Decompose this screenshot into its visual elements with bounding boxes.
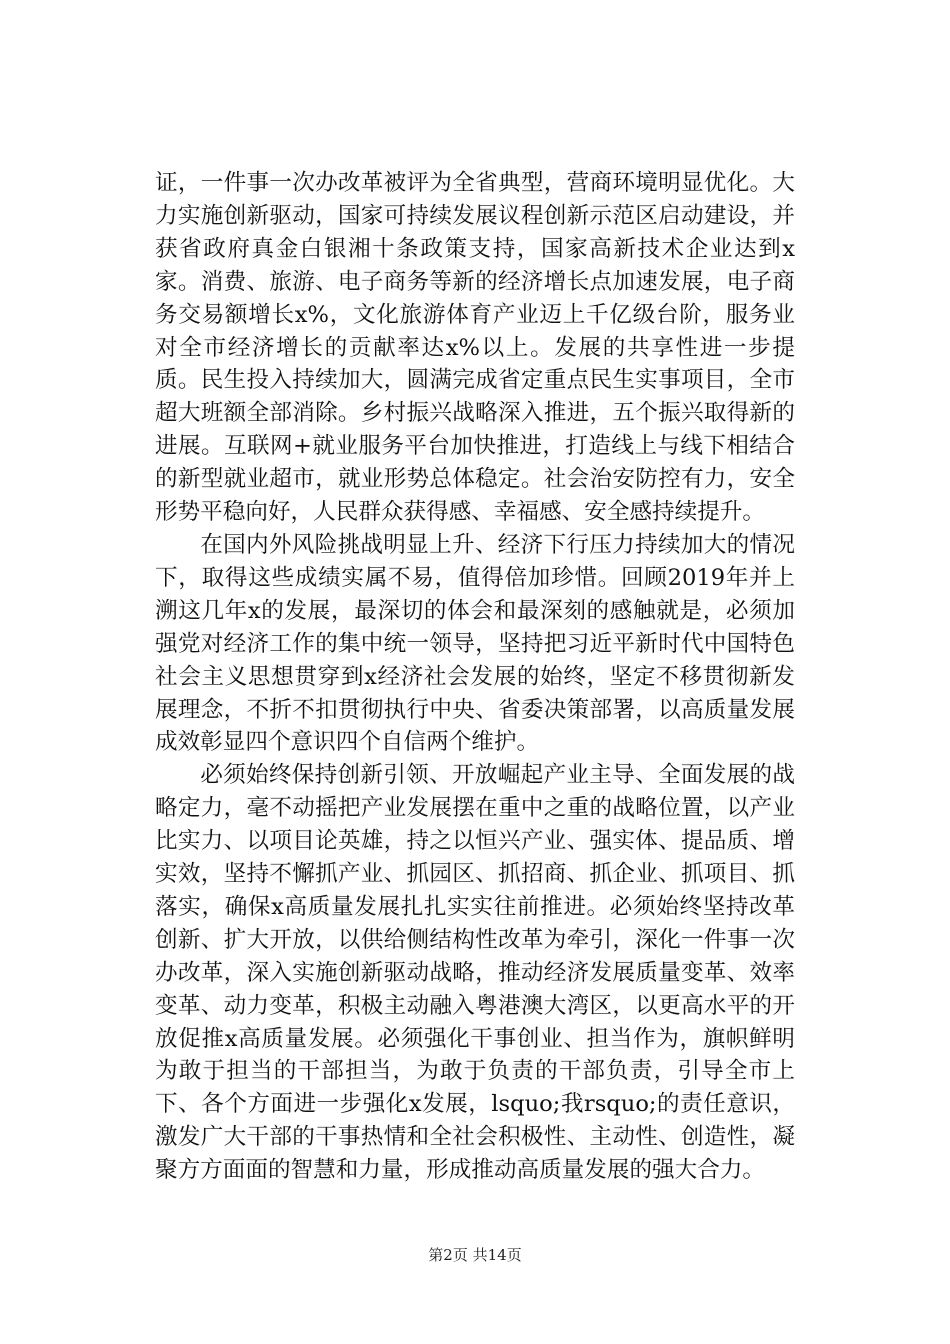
document-body [155, 167, 795, 1187]
paragraph-3: 必须始终保持创新引领、开放崛起产业主导、全面发展的战略定力，毫不动摇把产业发展摆在重中之重的战略位置，以产业比实力、以项目论英雄，持之以恒兴产业、强实体、提品质、增实效，坚持不懈抓产业、抓园区、抓招商、抓企业、抓项目、抓落实，确保x高质量发展扎扎实实往前推进。必须始终坚持改革创新、扩大开放，以供给侧结构性改革为牵引，深化一件事一次办改革，深入实施创新驱动战略，推动经济发展质量变革、效率变革、动力变革，积极主动融入粤港澳大湾区，以更高水平的开放促推x高质量发展。必须强化干事创业、担当作为，旗帜鲜明为敢于担当的干部担当，为敢于负责的干部负责，引导全市上下、各个方面进一步强化x发展，lsquo;我rsquo;的责任意识，激发广大干部的干事热情和全社会积极性、主动性、创造性，凝聚方方面面的智慧和力量，形成推动高质量发展的强大合力。 [155, 762, 795, 1184]
paragraph-1: 证，一件事一次办改革被评为全省典型，营商环境明显优化。大力实施创新驱动，国家可持续发展议程创新示范区启动建设，并获省政府真金白银湘十条政策支持，国家高新技术企业达到x家。消费、旅游、电子商务等新的经济增长点加速发展，电子商务交易额增长x%，文化旅游体育产业迈上千亿级台阶，服务业对全市经济增长的贡献率达x%以上。发展的共享性进一步提质。民生投入持续加大，圆满完成省定重点民生实事项目，全市超大班额全部消除。乡村振兴战略深入推进，五个振兴取得新的进展。互联网+就业服务平台加快推进，打造线上与线下相结合的新型就业超市，就业形势总体稳定。社会治安防控有力，安全形势平稳向好，人民群众获得感、幸福感、安全感持续提升。 [155, 170, 795, 526]
paragraph-2: 在国内外风险挑战明显上升、经济下行压力持续加大的情况下，取得这些成绩实属不易，值得倍加珍惜。回顾2019年并上溯这几年x的发展，最深切的体会和最深刻的感触就是，必须加强党对经济工作的集中统一领导，坚持把习近平新时代中国特色社会主义思想贯穿到x经济社会发展的始终，坚定不移贯彻新发展理念，不折不扣贯彻执行中央、省委决策部署，以高质量发展成效彰显四个意识四个自信两个维护。 [155, 531, 795, 756]
page-number-footer: 第2页 共14页 [428, 1246, 522, 1264]
